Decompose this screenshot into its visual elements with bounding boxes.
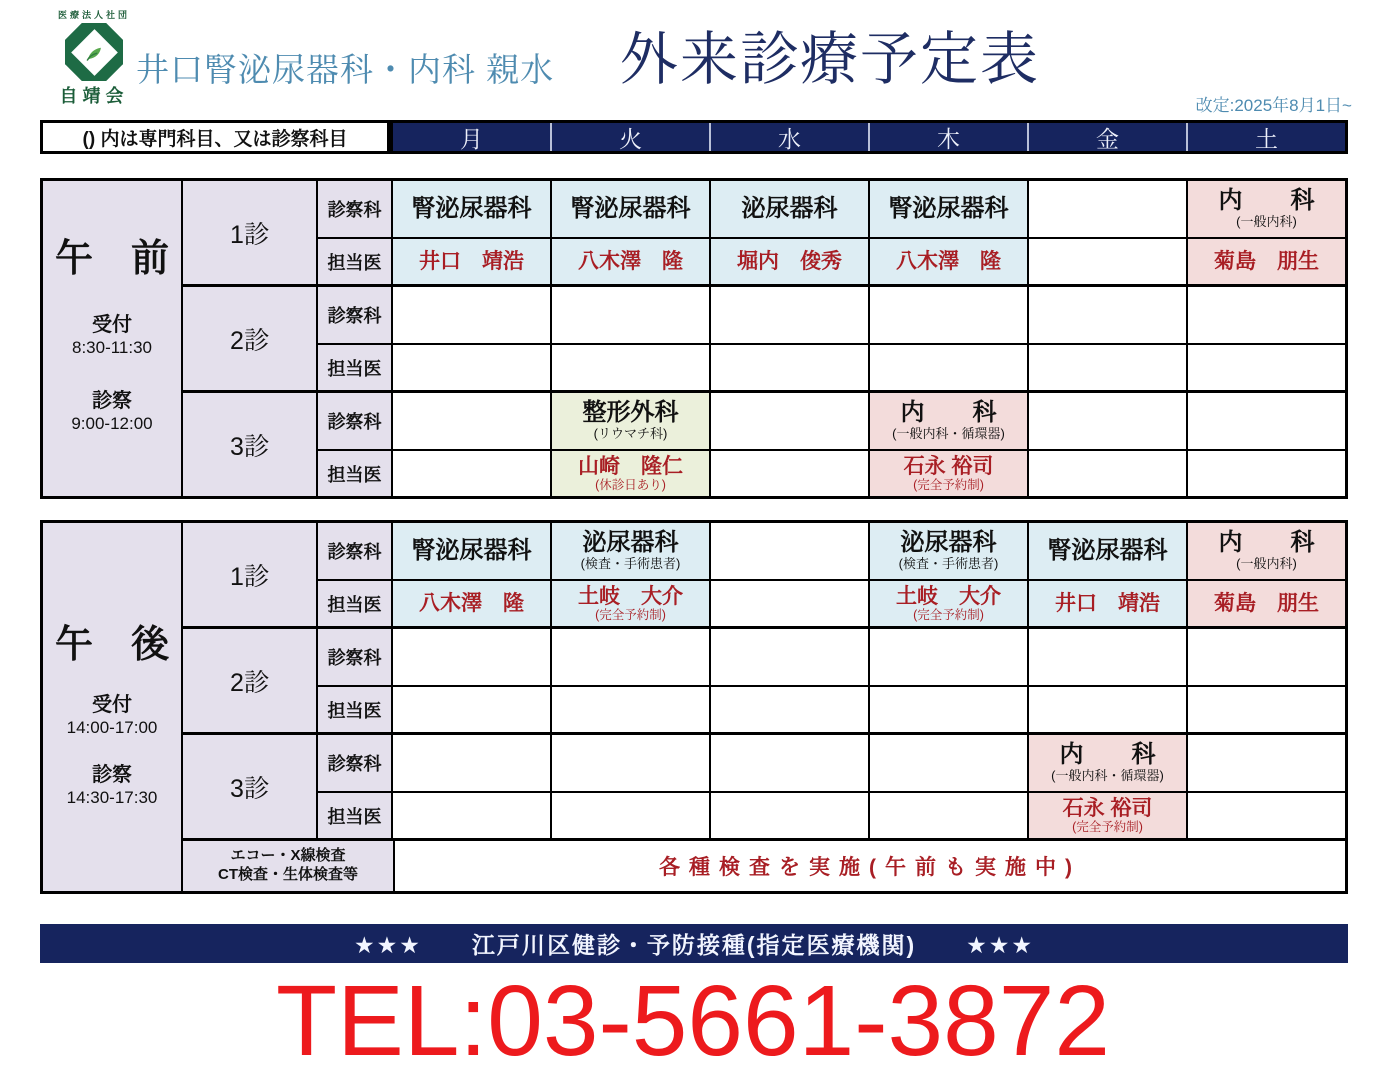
- dept-row-label: 診察科: [318, 181, 393, 237]
- dept-note: (一般内科・循環器): [1051, 768, 1164, 784]
- dept-cell-mon: [393, 523, 552, 579]
- phone-number: TEL:03-5661-3872: [276, 965, 1110, 1077]
- dept-cell-thu: [870, 287, 1029, 343]
- doctor-note: (完全予約制): [913, 608, 984, 623]
- block-rows: [318, 735, 1345, 838]
- dept-cell-fri: [1029, 735, 1188, 791]
- day-thu: 木: [868, 123, 1027, 151]
- dept-cell-tue: [552, 629, 711, 685]
- dept-row-label: 診察科: [318, 735, 393, 791]
- legend-row: [40, 120, 1348, 154]
- doctor-cell-wed: [711, 239, 870, 284]
- doctor-row-label: 担当医: [318, 451, 393, 496]
- block-label: 1診: [183, 181, 318, 284]
- dept-cell-tue: [552, 735, 711, 791]
- dept-cell-thu: [870, 629, 1029, 685]
- dept-cell-sat: [1188, 629, 1345, 685]
- dept-name: 泌尿器科: [900, 529, 997, 557]
- dept-row-label: 診察科: [318, 287, 393, 343]
- dept-name: 内 科: [1059, 741, 1156, 769]
- doctor-cell-fri: [1029, 239, 1188, 284]
- block-label: 3診: [183, 735, 318, 838]
- day-wed: 水: [709, 123, 868, 151]
- exam-hours: [67, 758, 158, 808]
- dept-cell-wed: [711, 523, 870, 579]
- doctor-row-label: 担当医: [318, 793, 393, 838]
- doctor-cell-thu: [870, 687, 1029, 732]
- exam-hours: [71, 384, 152, 434]
- morning-block-2: [183, 287, 1345, 393]
- day-tue: 火: [550, 123, 709, 151]
- dept-cell-wed: [711, 735, 870, 791]
- doctor-row: [318, 687, 1345, 732]
- dept-cell-tue: [552, 287, 711, 343]
- doctor-name: 井口 靖浩: [419, 249, 524, 273]
- dept-cell-fri: [1029, 287, 1188, 343]
- doctor-row: [318, 581, 1345, 626]
- leaf-icon: [83, 41, 105, 63]
- doctor-cell-tue: [552, 239, 711, 284]
- dept-cell-wed: [711, 287, 870, 343]
- dept-cell-mon: [393, 181, 552, 237]
- doctor-row: [318, 345, 1345, 390]
- reception-label: 受付: [92, 694, 132, 716]
- doctor-name: 土岐 大介: [896, 584, 1001, 608]
- dept-row-label: 診察科: [318, 523, 393, 579]
- doctor-cell-mon: [393, 687, 552, 732]
- dept-row: [318, 523, 1345, 581]
- exam-time: 14:30-17:30: [66, 788, 158, 807]
- doctor-row: [318, 239, 1345, 284]
- dept-name: 内 科: [1218, 187, 1315, 215]
- doctor-cell-mon: [393, 581, 552, 626]
- doctor-name: 堀内 俊秀: [737, 249, 842, 273]
- doctor-row: [318, 793, 1345, 838]
- doctor-cell-tue: [552, 793, 711, 838]
- reception-time: 14:00-17:00: [66, 718, 158, 737]
- doctor-cell-fri: [1029, 687, 1188, 732]
- day-sat: 土: [1186, 123, 1345, 151]
- dept-note: (一般内科・循環器): [892, 426, 1005, 442]
- doctor-cell-thu: [870, 345, 1029, 390]
- doctor-name: 八木澤 隆: [578, 249, 683, 273]
- block-label: 2診: [183, 287, 318, 390]
- logo-octagon-icon: [65, 23, 123, 81]
- page-title: 外来診療予定表: [620, 27, 1041, 92]
- doctor-cell-sat: [1188, 793, 1345, 838]
- doctor-cell-sat: [1188, 239, 1345, 284]
- dept-cell-tue: [552, 181, 711, 237]
- afternoon-schedule-table: [40, 520, 1348, 894]
- dept-cell-thu: [870, 735, 1029, 791]
- doctor-cell-fri: [1029, 345, 1188, 390]
- reception-hours: [72, 308, 152, 358]
- association-logo: [36, 8, 152, 108]
- dept-cell-wed: [711, 629, 870, 685]
- day-fri: 金: [1027, 123, 1186, 151]
- doctor-cell-tue: [552, 581, 711, 626]
- doctor-name: 土岐 大介: [578, 584, 683, 608]
- morning-block-1: [183, 181, 1345, 287]
- afternoon-block-1: [183, 523, 1345, 629]
- dept-cell-mon: [393, 735, 552, 791]
- exam-label: 診察: [91, 390, 132, 412]
- doctor-cell-sat: [1188, 451, 1345, 496]
- afternoon-block-2: [183, 629, 1345, 735]
- dept-row: [318, 287, 1345, 345]
- dept-name: 腎泌尿器科: [1047, 536, 1168, 564]
- day-mon: 月: [460, 125, 483, 152]
- day-header: [390, 120, 1348, 154]
- doctor-note: (完全予約制): [595, 608, 666, 623]
- session-col-afternoon: [43, 523, 183, 891]
- morning-schedule-table: [40, 178, 1348, 499]
- doctor-name: 石永 裕司: [1062, 796, 1153, 820]
- dept-note: (一般内科): [1236, 556, 1297, 572]
- doctor-cell-mon: [393, 793, 552, 838]
- session-title-afternoon: 午 後: [54, 624, 169, 666]
- block-label: 3診: [183, 393, 318, 496]
- doctor-cell-fri: [1029, 581, 1188, 626]
- dept-row: [318, 393, 1345, 451]
- doctor-row-label: 担当医: [318, 581, 393, 626]
- doctor-cell-fri: [1029, 793, 1188, 838]
- doctor-cell-tue: [552, 451, 711, 496]
- reception-time: 8:30-11:30: [71, 338, 153, 357]
- doctor-cell-wed: [711, 581, 870, 626]
- association-name: 自靖会: [59, 86, 129, 106]
- legend-note: () 内は専門科目、又は診察科目: [40, 120, 390, 154]
- dept-cell-thu: [870, 393, 1029, 449]
- doctor-cell-sat: [1188, 687, 1345, 732]
- revision-date: 改定:2025年8月1日~: [1195, 96, 1352, 115]
- doctor-cell-thu: [870, 793, 1029, 838]
- doctor-cell-wed: [711, 793, 870, 838]
- block-label: 2診: [183, 629, 318, 732]
- doctor-note: (完全予約制): [1072, 820, 1143, 835]
- dept-row: [318, 735, 1345, 793]
- doctor-row-label: 担当医: [318, 687, 393, 732]
- doctor-cell-tue: [552, 687, 711, 732]
- doctor-cell-fri: [1029, 451, 1188, 496]
- dept-cell-sat: [1188, 287, 1345, 343]
- dept-row: [318, 629, 1345, 687]
- imaging-label: [183, 841, 395, 891]
- block-label: 1診: [183, 523, 318, 626]
- doctor-cell-tue: [552, 345, 711, 390]
- block-rows: [318, 181, 1345, 284]
- dept-note: (検査・手術患者): [898, 556, 999, 572]
- dept-cell-sat: [1188, 523, 1345, 579]
- doctor-cell-wed: [711, 345, 870, 390]
- doctor-name: 菊島 朋生: [1214, 249, 1319, 273]
- logo-diamond-shape: [71, 29, 118, 76]
- doctor-cell-thu: [870, 451, 1029, 496]
- dept-cell-mon: [393, 629, 552, 685]
- dept-cell-tue: [552, 523, 711, 579]
- session-col-morning: [43, 181, 183, 496]
- doctor-name: 八木澤 隆: [896, 249, 1001, 273]
- dept-note: (検査・手術患者): [580, 556, 681, 572]
- doctor-row-label: 担当医: [318, 345, 393, 390]
- dept-cell-tue: [552, 393, 711, 449]
- dept-cell-thu: [870, 181, 1029, 237]
- dept-row: [318, 181, 1345, 239]
- doctor-cell-sat: [1188, 345, 1345, 390]
- doctor-name: 山崎 隆仁: [578, 454, 683, 478]
- exam-time: 9:00-12:00: [71, 414, 153, 433]
- block-rows: [318, 629, 1345, 732]
- dept-cell-sat: [1188, 181, 1345, 237]
- doctor-name: 八木澤 隆: [419, 591, 524, 615]
- exam-label: 診察: [92, 764, 132, 786]
- dept-cell-fri: [1029, 181, 1188, 237]
- imaging-label-line2: CT検査・生体検査等: [218, 866, 358, 883]
- doctor-note: (完全予約制): [913, 478, 984, 493]
- logo-corporate-type: 医療法人社団: [57, 10, 130, 20]
- clinic-name: 井口腎泌尿器科・内科 親水: [136, 51, 555, 88]
- dept-name: 泌尿器科: [582, 529, 679, 557]
- checkup-banner: ★★★ 江戸川区健診・予防接種(指定医療機関) ★★★: [40, 924, 1348, 963]
- imaging-row: [183, 841, 1345, 891]
- dept-name: 腎泌尿器科: [570, 194, 691, 222]
- dept-cell-wed: [711, 393, 870, 449]
- dept-note: (一般内科): [1236, 214, 1297, 230]
- dept-cell-thu: [870, 523, 1029, 579]
- doctor-name: 石永 裕司: [903, 454, 994, 478]
- dept-cell-fri: [1029, 629, 1188, 685]
- dept-name: 整形外科: [582, 399, 679, 427]
- dept-row-label: 診察科: [318, 629, 393, 685]
- afternoon-grid: [183, 523, 1345, 891]
- doctor-note: (休診日あり): [595, 478, 666, 493]
- imaging-content: 各種検査を実施(午前も実施中): [659, 856, 1081, 879]
- dept-cell-wed: [711, 181, 870, 237]
- dept-cell-sat: [1188, 393, 1345, 449]
- reception-label: 受付: [92, 314, 132, 336]
- morning-block-3: [183, 393, 1345, 496]
- block-rows: [318, 287, 1345, 390]
- dept-name: 腎泌尿器科: [411, 536, 532, 564]
- doctor-cell-mon: [393, 239, 552, 284]
- doctor-row: [318, 451, 1345, 496]
- dept-name: 内 科: [1218, 529, 1315, 557]
- reception-hours: [67, 688, 158, 738]
- dept-cell-sat: [1188, 735, 1345, 791]
- block-rows: [318, 393, 1345, 496]
- block-rows: [318, 523, 1345, 626]
- doctor-cell-sat: [1188, 581, 1345, 626]
- doctor-cell-wed: [711, 451, 870, 496]
- morning-grid: [183, 181, 1345, 496]
- doctor-row-label: 担当医: [318, 239, 393, 284]
- dept-row-label: 診察科: [318, 393, 393, 449]
- dept-note: (リウマチ科): [593, 426, 668, 442]
- doctor-cell-mon: [393, 451, 552, 496]
- afternoon-block-3: [183, 735, 1345, 841]
- session-title-morning: 午 前: [54, 238, 169, 280]
- doctor-cell-mon: [393, 345, 552, 390]
- doctor-cell-thu: [870, 581, 1029, 626]
- doctor-cell-wed: [711, 687, 870, 732]
- doctor-cell-thu: [870, 239, 1029, 284]
- dept-name: 内 科: [900, 399, 997, 427]
- dept-name: 腎泌尿器科: [888, 194, 1009, 222]
- dept-name: 泌尿器科: [741, 194, 838, 222]
- doctor-name: 菊島 朋生: [1214, 591, 1319, 615]
- dept-cell-mon: [393, 393, 552, 449]
- dept-cell-mon: [393, 287, 552, 343]
- dept-cell-fri: [1029, 393, 1188, 449]
- doctor-name: 井口 靖浩: [1055, 591, 1160, 615]
- imaging-label-line1: エコー・X線検査: [230, 847, 346, 865]
- dept-name: 腎泌尿器科: [411, 194, 532, 222]
- dept-cell-fri: [1029, 523, 1188, 579]
